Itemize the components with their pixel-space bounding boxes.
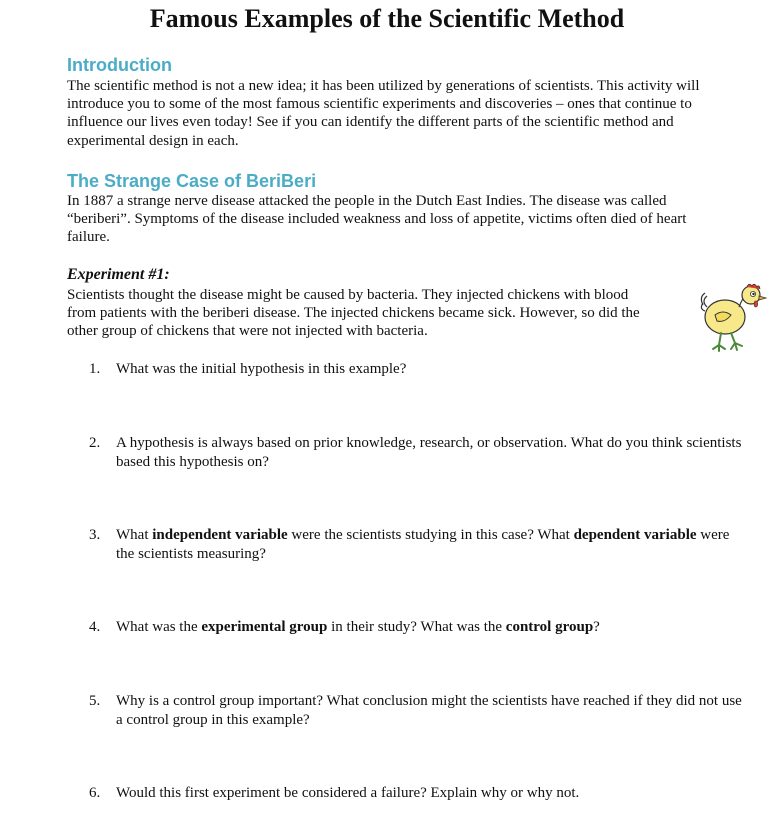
question-text-part: What bbox=[116, 527, 153, 543]
question-3 bbox=[89, 526, 749, 563]
experiment-line: Scientists thought the disease might be caused by bacteria. They injected chickens with blood bbox=[67, 287, 629, 303]
question-number: 1. bbox=[89, 361, 101, 377]
question-number: 5. bbox=[89, 693, 101, 709]
question-5 bbox=[89, 692, 749, 729]
experiment-line: from patients with the beriberi disease. The injected chickens became sick. However, so did the bbox=[67, 305, 640, 322]
question-text bbox=[116, 784, 749, 803]
beriberi-paragraph bbox=[67, 192, 686, 247]
experiment-line: other group of chickens that were not injected with bacteria. bbox=[67, 323, 428, 340]
beriberi-line: “beriberi”. Symptoms of the disease included weakness and loss of appetite, victims often died of heart bbox=[67, 211, 687, 228]
chicken-icon bbox=[697, 283, 769, 355]
question-text-part: What was the initial hypothesis in this example? bbox=[116, 361, 407, 377]
question-text-part: in their study? What was the bbox=[327, 619, 506, 635]
term-dependent-variable: dependent variable bbox=[573, 527, 697, 543]
term-control-group: control group bbox=[505, 619, 594, 635]
beriberi-line: In 1887 a strange nerve disease attacked the people in the Dutch East Indies. The disease was called bbox=[67, 193, 667, 209]
question-number: 4. bbox=[89, 619, 101, 635]
experiment-paragraph bbox=[67, 286, 640, 341]
question-2 bbox=[89, 434, 749, 471]
question-text-part: Why is a control group important? What conclusion might the scientists have reached if they did not use a control group in this example? bbox=[116, 693, 742, 728]
question-text-part: Would this first experiment be considered a failure? Explain why or why not. bbox=[116, 785, 580, 801]
question-text bbox=[116, 526, 749, 563]
question-number: 6. bbox=[89, 785, 101, 801]
beriberi-heading: The Strange Case of BeriBeri bbox=[67, 171, 317, 191]
question-text-part: were the scientists studying in this case? What bbox=[287, 527, 574, 543]
experiment-heading: Experiment #1: bbox=[67, 266, 170, 283]
question-text-part: A hypothesis is always based on prior knowledge, research, or observation. What do you think scientists based this hypothesis on? bbox=[116, 435, 742, 470]
term-experimental-group: experimental group bbox=[201, 619, 328, 635]
question-text bbox=[116, 360, 749, 379]
introduction-line: The scientific method is not a new idea; it has been utilized by generations of scientists. This activity will bbox=[67, 78, 700, 94]
introduction-paragraph bbox=[67, 77, 700, 150]
question-text-part: ? bbox=[593, 619, 600, 635]
introduction-line: experimental design in each. bbox=[67, 132, 239, 149]
question-4 bbox=[89, 618, 749, 637]
beriberi-line: failure. bbox=[67, 229, 110, 246]
page-title: Famous Examples of the Scientific Method bbox=[149, 4, 625, 33]
introduction-heading: Introduction bbox=[67, 55, 172, 75]
question-1 bbox=[89, 360, 749, 379]
question-6 bbox=[89, 784, 749, 803]
term-independent-variable: independent variable bbox=[152, 527, 288, 543]
question-text-part: were the scientists measuring? bbox=[116, 527, 730, 562]
introduction-line: influence our lives even today! See if you can identify the different parts of the scientific method and bbox=[67, 114, 674, 131]
question-number: 3. bbox=[89, 527, 101, 543]
question-number: 2. bbox=[89, 435, 101, 451]
question-text bbox=[116, 434, 749, 471]
question-text-part: What was the bbox=[116, 619, 202, 635]
question-text bbox=[116, 692, 749, 729]
question-text bbox=[116, 618, 749, 637]
introduction-line: introduce you to some of the most famous scientific experiments and discoveries – ones that continue to bbox=[67, 96, 692, 113]
